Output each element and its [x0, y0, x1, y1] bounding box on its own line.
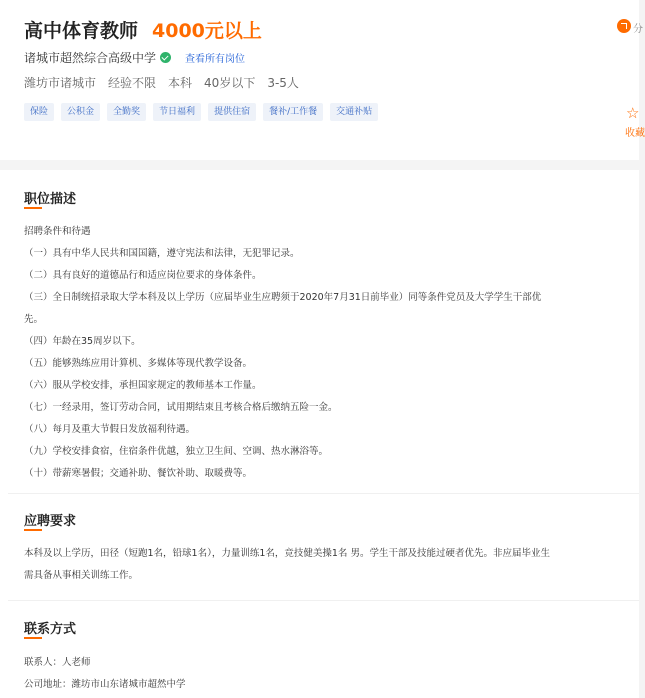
benefit-tag: 提供住宿 — [208, 103, 256, 121]
share-icon[interactable] — [617, 19, 631, 33]
description-line: （一）具有中华人民共和国国籍，遵守宪法和法律，无犯罪记录。 — [24, 248, 300, 259]
meta-experience: 经验不限 — [108, 76, 157, 90]
company-name[interactable]: 诸城市超然综合高级中学 — [24, 51, 157, 65]
company-row — [24, 49, 245, 66]
description-line: （八）每月及重大节假日发放福利待遇。 — [24, 424, 196, 435]
description-line: （五）能够熟练应用计算机、多媒体等现代教学设备。 — [24, 358, 253, 369]
star-icon[interactable]: ☆ — [626, 104, 640, 122]
job-detail-content — [0, 170, 639, 698]
benefit-tags — [24, 103, 385, 121]
meta-age: 40岁以下 — [204, 76, 256, 90]
salary: 4000元以上 — [152, 20, 262, 42]
description-line: 招聘条件和待遇 — [24, 226, 91, 237]
section-underline — [24, 529, 42, 531]
meta-education: 本科 — [168, 76, 193, 90]
requirement-line: 需具备从事相关训练工作。 — [24, 570, 139, 581]
benefit-tag: 节日福利 — [153, 103, 201, 121]
section-divider — [8, 493, 639, 494]
contact-person: 联系人：人老师 — [24, 657, 91, 668]
description-line: （十）带薪寒暑假；交通补助、餐饮补助、取暖费等。 — [24, 468, 253, 479]
share-label[interactable]: 分 — [633, 24, 643, 35]
description-line: （九）学校安排食宿，住宿条件优越，独立卫生间、空调、热水淋浴等。 — [24, 446, 329, 457]
benefit-tag: 交通补贴 — [330, 103, 378, 121]
section-divider — [8, 600, 639, 601]
description-line: 先。 — [24, 314, 44, 325]
meta-headcount: 3-5人 — [267, 76, 299, 90]
section-title-contact: 联系方式 — [24, 622, 77, 637]
meta-location: 潍坊市诸城市 — [24, 76, 97, 90]
title-row — [24, 16, 262, 44]
description-line: （六）服从学校安排，承担国家规定的教师基本工作量。 — [24, 380, 262, 391]
benefit-tag: 全勤奖 — [107, 103, 146, 121]
verified-check-icon — [160, 52, 171, 63]
requirement-line: 本科及以上学历，田径（短跑1名，铅球1名），力量训练1名，竞技健美操1名 男。学生干部及技能过硬者优先。非应届毕业生 — [24, 548, 550, 559]
section-title-requirements: 应聘要求 — [24, 514, 77, 529]
description-line: （二）具有良好的道德品行和适应岗位要求的身体条件。 — [24, 270, 262, 281]
description-line: （四）年龄在35周岁以下。 — [24, 336, 141, 347]
benefit-tag: 餐补/工作餐 — [263, 103, 323, 121]
section-underline — [24, 637, 42, 639]
job-header — [0, 0, 645, 160]
job-meta — [24, 74, 311, 91]
benefit-tag: 保险 — [24, 103, 54, 121]
view-all-positions-link[interactable]: 查看所有岗位 — [185, 54, 246, 65]
section-title-description: 职位描述 — [24, 192, 77, 207]
benefit-tag: 公积金 — [61, 103, 100, 121]
job-title: 高中体育教师 — [24, 20, 139, 42]
description-line: （三）全日制统招录取大学本科及以上学历（应届毕业生应聘须于2020年7月31日前毕业）同等条件党员及大学学生干部优 — [24, 292, 542, 303]
section-underline — [24, 207, 42, 209]
favorite-label[interactable]: 收藏 — [625, 128, 645, 139]
company-address: 公司地址：潍坊市山东诸城市超然中学 — [24, 679, 186, 690]
description-line: （七）一经录用，签订劳动合同，试用期结束且考核合格后缴纳五险一金。 — [24, 402, 338, 413]
